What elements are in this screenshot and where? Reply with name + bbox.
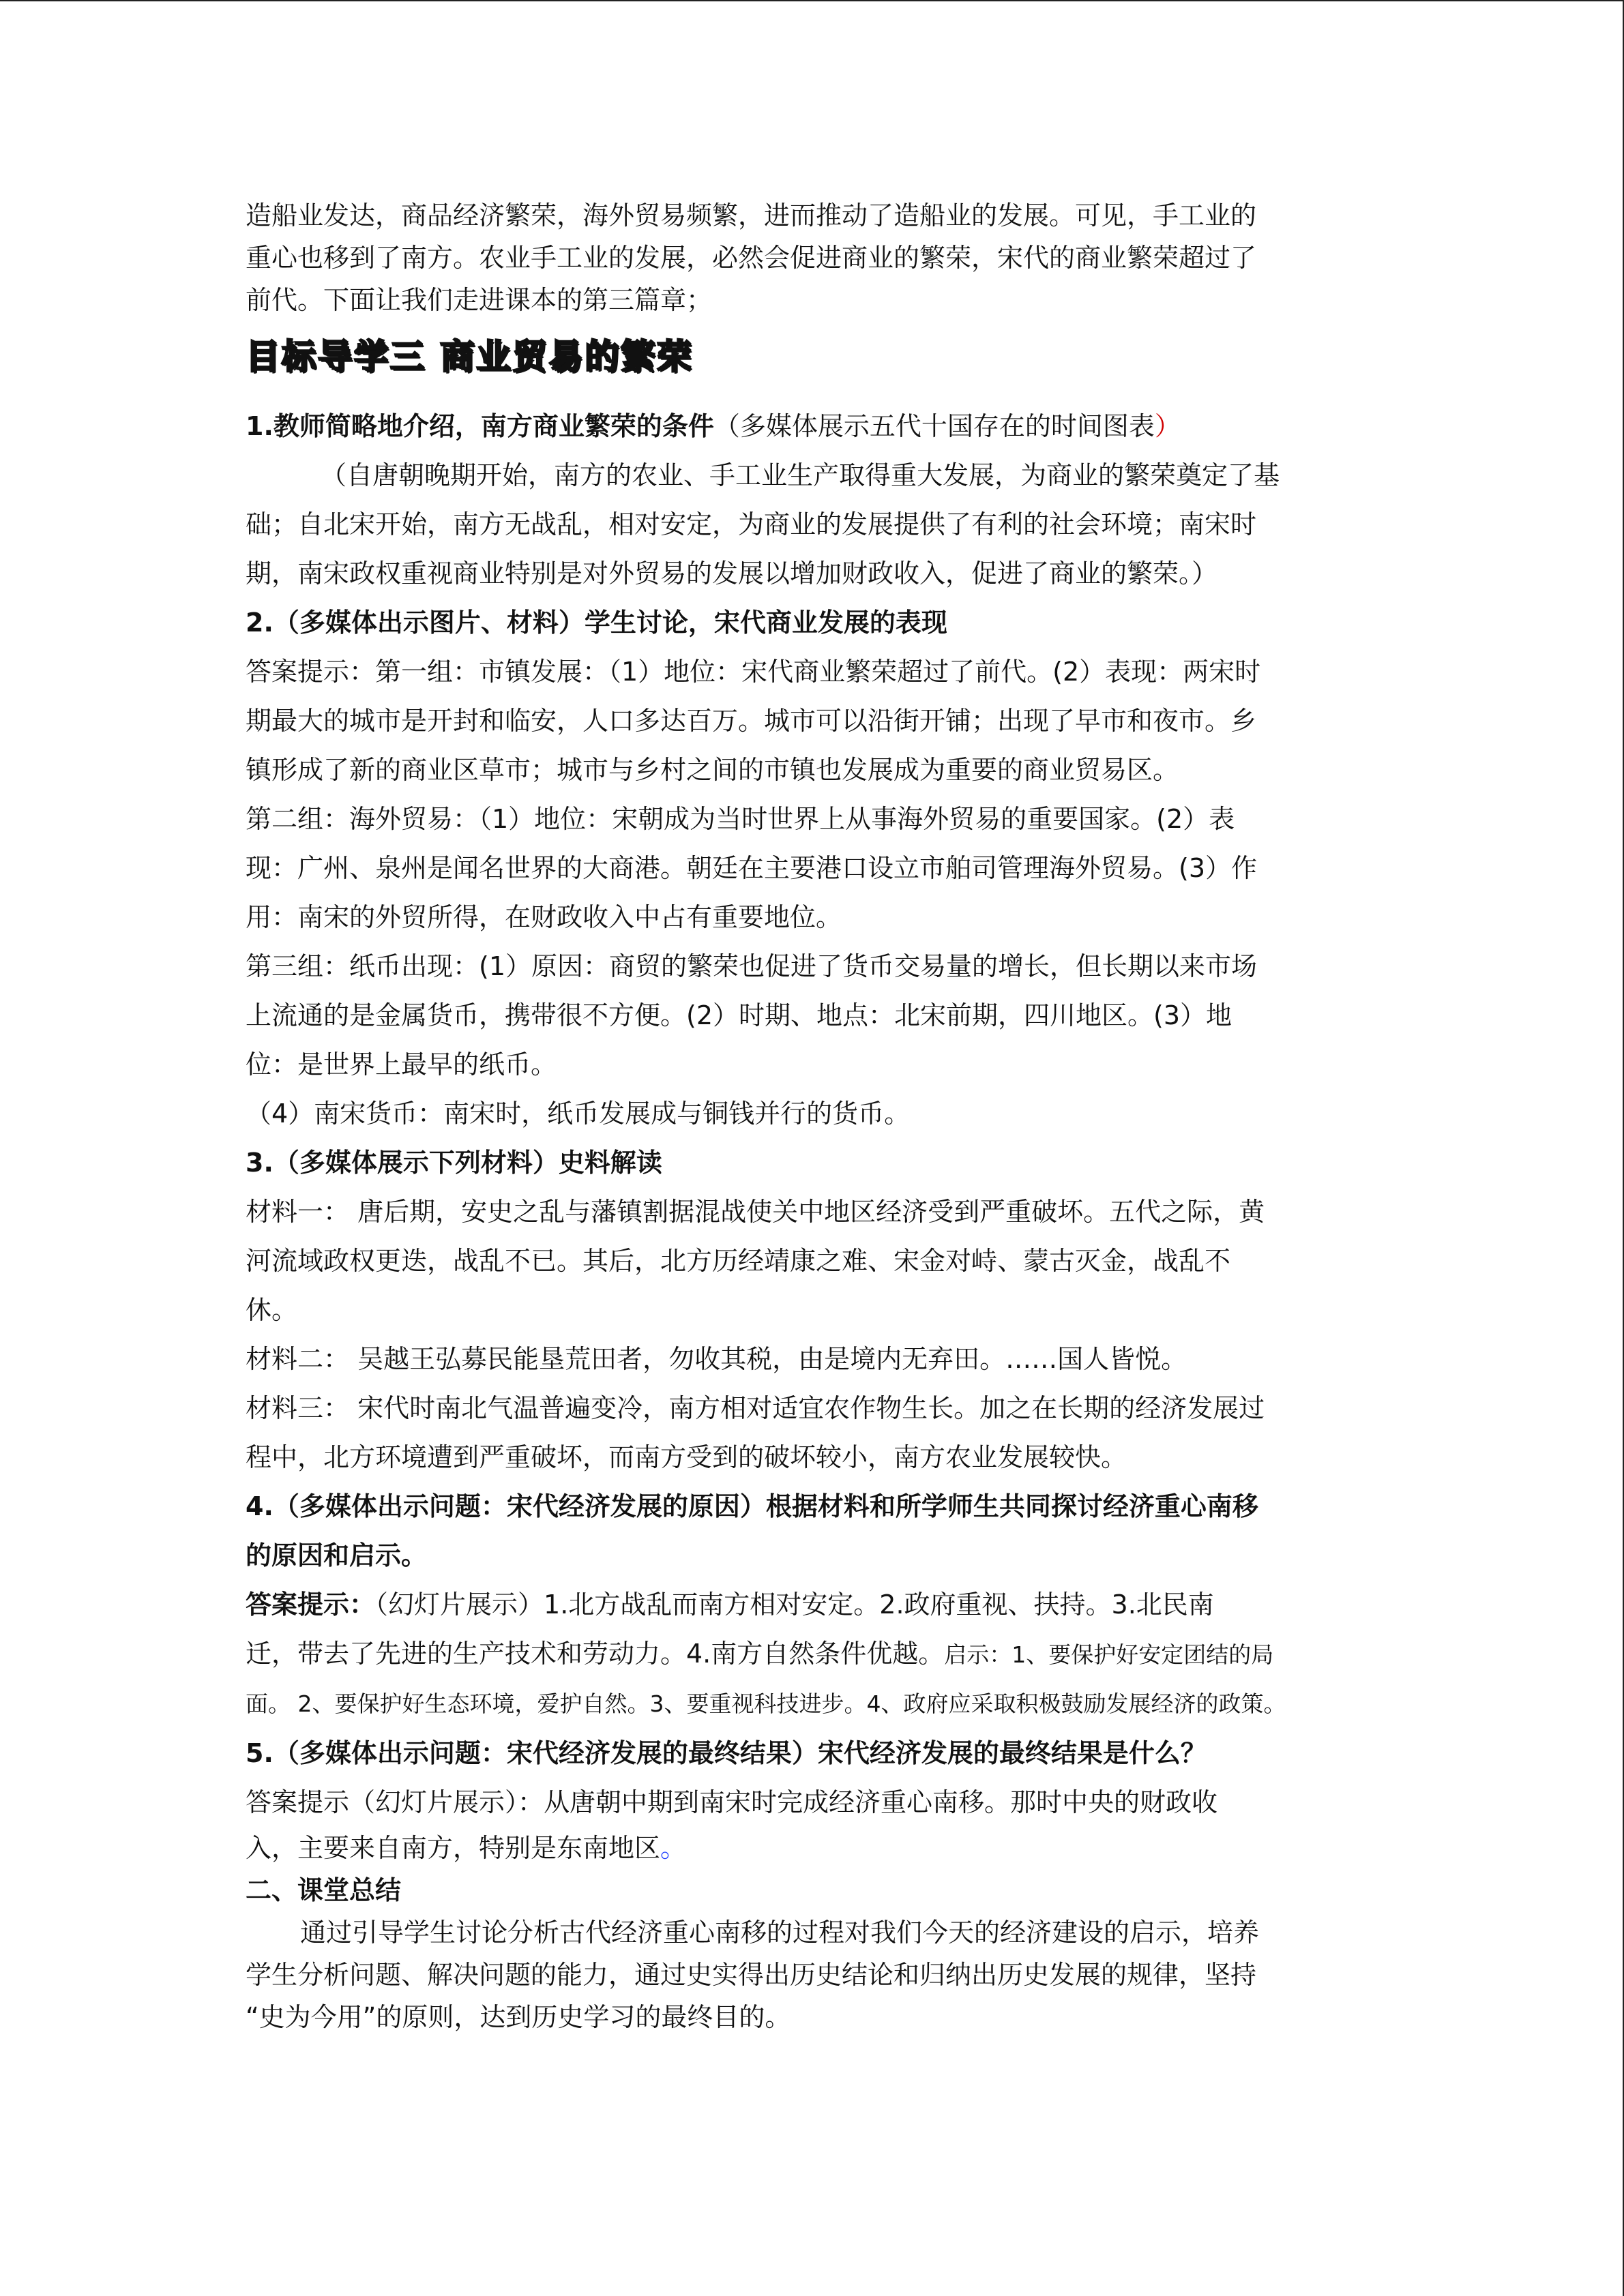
- s1-heading-text: 1.教师简略地介绍，南方商业繁荣的条件: [246, 411, 714, 441]
- s1-heading-note: （多媒体展示五代十国存在的时间图表: [713, 411, 1155, 441]
- s1-heading-close: ）: [1154, 411, 1181, 441]
- s1-line: （自唐朝晚期开始，南方的农业、手工业生产取得重大发展，为商业的繁荣奠定了基: [321, 460, 1280, 490]
- s4-heading: 4.（多媒体出示问题：宋代经济发展的原因）根据材料和所学师生共同探讨经济重心南移: [246, 1491, 1258, 1521]
- intro-line: 前代。下面让我们走进课本的第三篇章；: [246, 285, 713, 315]
- s3-line: 程中，北方环境遭到严重破坏，而南方受到的破坏较小，南方农业发展较快。: [246, 1442, 1127, 1472]
- s2-line: 第二组：海外贸易：（1）地位：宋朝成为当时世界上从事海外贸易的重要国家。(2）表: [246, 804, 1235, 834]
- section-title: 目标导学三 商业贸易的繁荣: [246, 337, 694, 376]
- summary-heading: 二、课堂总结: [246, 1875, 402, 1905]
- s2-line: 第三组：纸币出现：(1）原因：商贸的繁荣也促进了货币交易量的增长，但长期以来市场: [246, 951, 1258, 981]
- s2-line: 期最大的城市是开封和临安，人口多达百万。城市可以沿街开铺；出现了早市和夜市。乡: [246, 706, 1257, 736]
- intro-line: 造船业发达，商品经济繁荣，海外贸易频繁，进而推动了造船业的发展。可见，手工业的: [246, 200, 1257, 230]
- s4-inspiration: 面。 2、要保护好生态环境，爱护自然。3、要重视科技进步。4、政府应采取积极鼓励发展经济的政策。: [246, 1690, 1286, 1717]
- s4-answer-text: 迁，带去了先进的生产技术和劳动力。4.南方自然条件优越。: [246, 1639, 945, 1669]
- s4-answer: [246, 1580, 1381, 1629]
- s2-line: 位：是世界上最早的纸币。: [246, 1049, 557, 1079]
- summary-line: 学生分析问题、解决问题的能力，通过史实得出历史结论和归纳出历史发展的规律，坚持: [246, 1960, 1257, 1990]
- s4-answer-text: （幻灯片展示）1.北方战乱而南方相对安定。2.政府重视、扶持。3.北民南: [375, 1590, 1214, 1620]
- document-page: [246, 194, 1381, 2038]
- s2-line: 镇形成了新的商业区草市；城市与乡村之间的市镇也发展成为重要的商业贸易区。: [246, 755, 1179, 785]
- s5-line: [246, 1827, 1381, 1869]
- s3-line: 河流域政权更迭，战乱不已。其后，北方历经靖康之难、宋金对峙、蒙古灭金，战乱不: [246, 1246, 1231, 1276]
- s3-line: 材料一： 唐后期，安史之乱与藩镇割据混战使关中地区经济受到严重破坏。五代之际，黄: [246, 1197, 1265, 1227]
- summary-line: 通过引导学生讨论分析古代经济重心南移的过程对我们今天的经济建设的启示，培养: [300, 1918, 1260, 1948]
- s1-heading: [246, 402, 1381, 451]
- s2-line: （4）南宋货币：南宋时，纸币发展成与铜钱并行的货币。: [246, 1099, 911, 1129]
- s3-line: 材料二： 吴越王弘募民能垦荒田者，勿收其税，由是境内无弃田。……国人皆悦。: [246, 1344, 1187, 1374]
- page-top-border: [0, 0, 1624, 1]
- s5-period: 。: [660, 1833, 687, 1863]
- s4-answer-label: 答案提示：: [246, 1590, 376, 1620]
- s5-heading: 5.（多媒体出示问题：宋代经济发展的最终结果）宋代经济发展的最终结果是什么？: [246, 1738, 1207, 1768]
- s5-line-text: 入，主要来自南方，特别是东南地区: [246, 1833, 661, 1863]
- s3-line: 材料三： 宋代时南北气温普遍变冷，南方相对适宜农作物生长。加之在长期的经济发展过: [246, 1393, 1265, 1423]
- s2-line: 用：南宋的外贸所得，在财政收入中占有重要地位。: [246, 902, 842, 932]
- s1-line: 期，南宋政权重视商业特别是对外贸易的发展以增加财政收入，促进了商业的繁荣。）: [246, 558, 1218, 588]
- s3-heading: 3.（多媒体展示下列材料）史料解读: [246, 1148, 662, 1178]
- s1-line: 础；自北宋开始，南方无战乱，相对安定，为商业的发展提供了有利的社会环境；南宋时: [246, 509, 1257, 539]
- s5-line: 答案提示（幻灯片展示）：从唐朝中期到南宋时完成经济重心南移。那时中央的财政收: [246, 1787, 1218, 1817]
- s4-inspiration: 启示：1、要保护好安定团结的局: [944, 1641, 1274, 1668]
- s2-heading: 2.（多媒体出示图片、材料）学生讨论，宋代商业发展的表现: [246, 608, 947, 638]
- s4-answer: [246, 1629, 1381, 1680]
- s2-line: 答案提示：第一组：市镇发展：（1）地位：宋代商业繁荣超过了前代。(2）表现：两宋时: [246, 657, 1261, 687]
- s4-heading: 的原因和启示。: [246, 1540, 428, 1570]
- s3-line: 休。: [246, 1295, 298, 1325]
- summary-line: “史为今用”的原则，达到历史学习的最终目的。: [246, 2002, 791, 2032]
- intro-line: 重心也移到了南方。农业手工业的发展，必然会促进商业的繁荣，宋代的商业繁荣超过了: [246, 243, 1257, 273]
- s2-line: 上流通的是金属货币，携带很不方便。(2）时期、地点：北宋前期，四川地区。(3）地: [246, 1000, 1232, 1030]
- s2-line: 现：广州、泉州是闻名世界的大商港。朝廷在主要港口设立市舶司管理海外贸易。(3）作: [246, 853, 1258, 883]
